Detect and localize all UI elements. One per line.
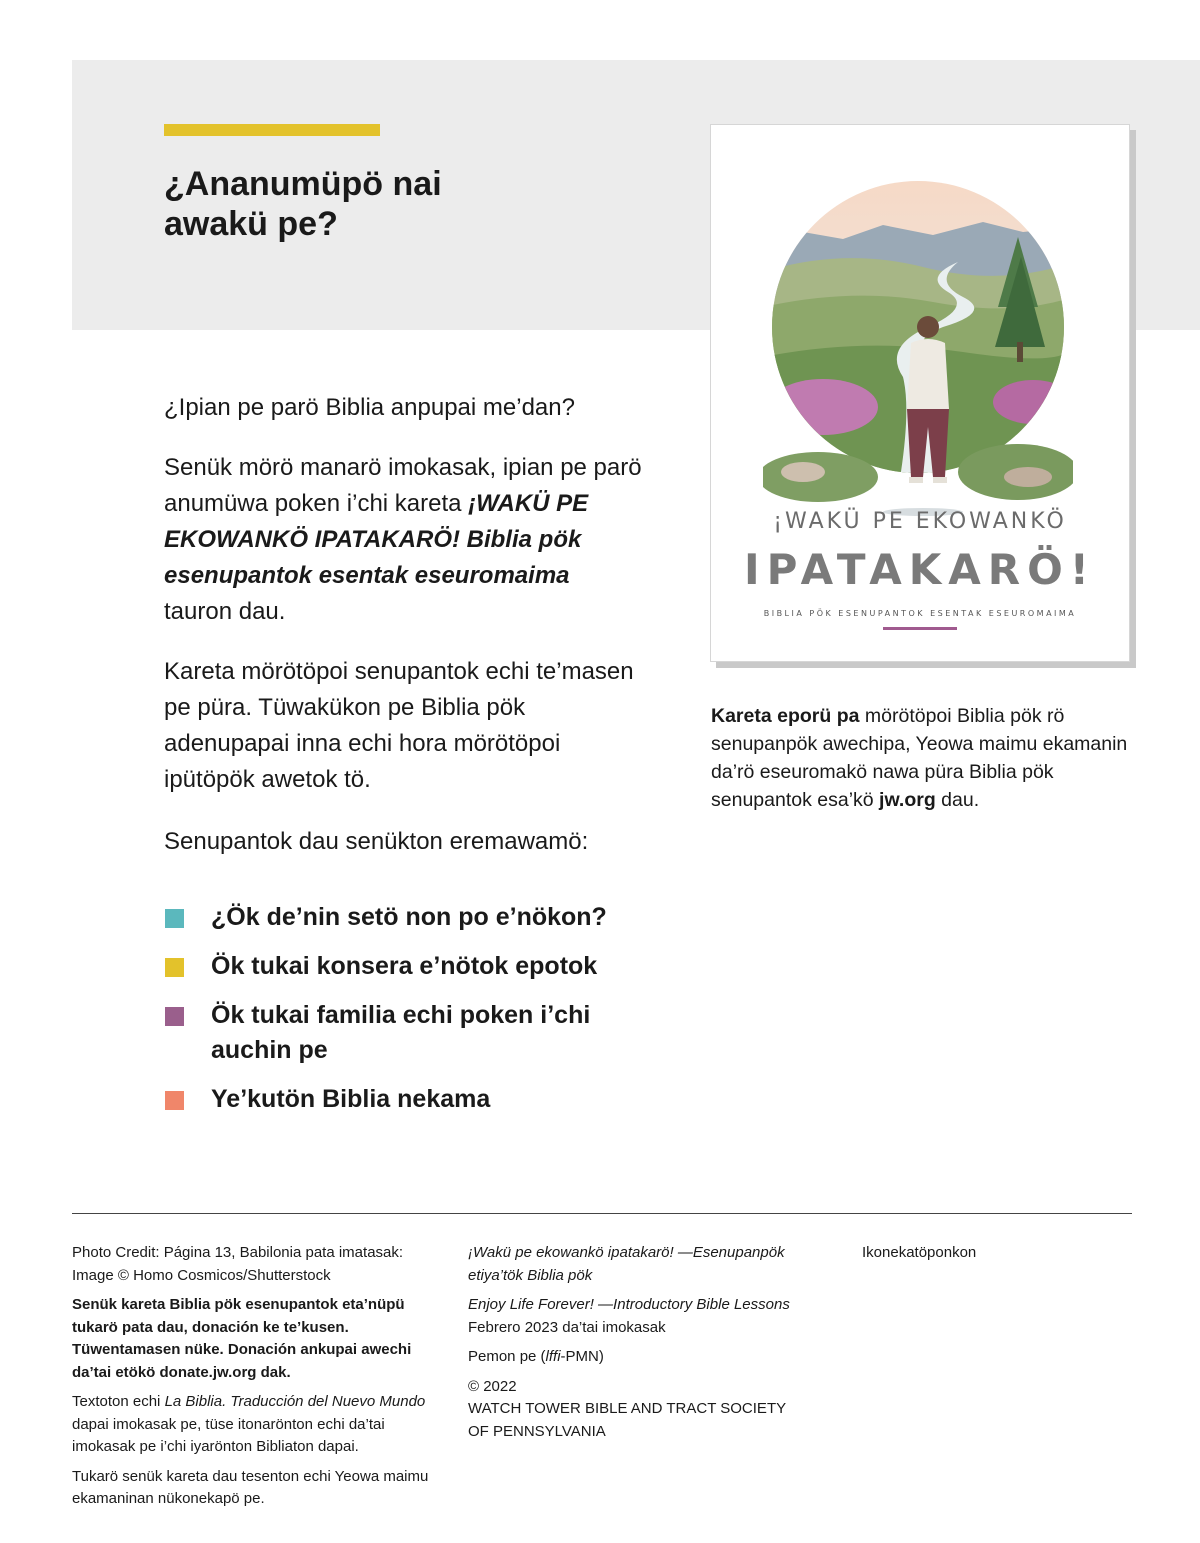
copyright-org: WATCH TOWER BIBLE AND TRACT SOCIETY OF PENNSYLVANIA	[468, 1400, 786, 1440]
footer-label: Ikonekatöponkon	[862, 1244, 977, 1261]
bible-note-start: Textoton echi	[72, 1393, 165, 1410]
publication-title-pemon-text: ¡Wakü pe ekowankö ipatakarö! —Esenupanpök etiya’tök Biblia pök	[468, 1244, 785, 1284]
topic-label: Ye’kutön Biblia nekama	[211, 1085, 491, 1113]
bible-note	[72, 1391, 437, 1459]
description-paragraph: Kareta mörötöpoi senupantok echi te’masen pe püra. Tüwakükon pe Biblia pök adenupapai inna echi hora mörötöpoi ipütöpök awetok tö.	[164, 658, 634, 793]
language-code: lffi	[545, 1348, 561, 1365]
photo-credit: Photo Credit: Página 13, Babilonia pata imatasak: Image © Homo Cosmicos/Shutterstock	[72, 1244, 404, 1284]
cover-caption	[711, 702, 1151, 814]
topic-item	[164, 900, 644, 935]
topics-intro: Senupantok dau senükton eremawamö:	[164, 828, 589, 855]
intro-paragraph-start: Senük mörö manarö imokasak, ipian pe parö anumüwa poken i’chi kareta	[164, 454, 642, 517]
topic-label: Ök tukai familia echi poken i’chi auchin pe	[211, 1001, 591, 1064]
topic-list	[164, 900, 644, 1131]
bible-note-title: La Biblia. Traducción del Nuevo Mundo	[164, 1393, 426, 1410]
topic-item	[164, 998, 644, 1068]
intro-paragraph	[164, 450, 644, 630]
language-line	[468, 1346, 808, 1369]
topic-label: ¿Ök de’nin setö non po e’nökon?	[211, 903, 607, 931]
cover-title-line1: ¡WAKÜ PE EKOWANKÖ	[773, 509, 1067, 534]
page-title	[164, 164, 584, 244]
purple-square-icon	[165, 1007, 184, 1026]
cover-subtitle: BIBLIA PÖK ESENUPANTOK ESENTAK ESEUROMAIMA	[763, 609, 1077, 618]
publication-title-pemon	[468, 1242, 808, 1287]
page-title-line2: awakü pe?	[164, 205, 338, 243]
language-start: Pemon pe (	[468, 1348, 546, 1365]
publication-title-english: Enjoy Life Forever! —Introductory Bible Lessons	[468, 1296, 790, 1313]
publisher-note: Tukarö senük kareta dau tesenton echi Yeowa maimu ekamaninan nükonekapö pe.	[72, 1467, 429, 1507]
language-end: -PMN)	[560, 1348, 604, 1365]
teal-square-icon	[165, 909, 184, 928]
yellow-square-icon	[165, 958, 184, 977]
donation-note: Senük kareta Biblia pök esenupantok eta’nüpü tukarö pata dau, donación ke te’kusen. Tüwentamasen nüke. Donación ankupai awechi da’tai etökö donate.jw.org dak.	[72, 1296, 412, 1381]
topic-item	[164, 949, 644, 984]
publication-info	[468, 1294, 808, 1339]
brochure-title: ¡WAKÜ PE EKOWANKÖ IPATAKARÖ! Biblia pök esenupantok esentak eseuromaima	[164, 490, 589, 589]
footer-column-publication	[468, 1242, 808, 1450]
topic-item	[164, 1082, 644, 1117]
footer-column-credits	[72, 1242, 437, 1518]
accent-bar	[164, 124, 380, 136]
footer-column-label	[862, 1242, 1062, 1272]
coral-square-icon	[165, 1091, 184, 1110]
cover-divider	[883, 627, 957, 630]
brochure-cover	[710, 124, 1130, 662]
intro-question: ¿Ipian pe parö Biblia anpupai me’dan?	[164, 394, 575, 421]
caption-bold: Kareta eporü pa	[711, 705, 860, 727]
footer-divider	[72, 1213, 1132, 1214]
cover-title-line2: IPATAKARÖ!	[744, 545, 1096, 594]
intro-paragraph-end: tauron dau.	[164, 598, 286, 625]
topic-label: Ök tukai konsera e’nötok epotok	[211, 952, 598, 980]
man-walking-on-path-landscape-image	[763, 177, 1073, 517]
publication-date: Febrero 2023 da’tai imokasak	[468, 1318, 666, 1336]
bible-note-end: dapai imokasak pe, tüse itonarönton echi da’tai imokasak pe i’chi iyarönton Bibliaton dapai.	[72, 1415, 385, 1455]
copyright-year: © 2022	[468, 1377, 517, 1395]
caption-link[interactable]: jw.org	[879, 789, 936, 811]
caption-text: mörötöpoi Biblia pök rö senupanpök awechipa, Yeowa maimu ekamanin da’rö eseuromakö nawa püra Biblia pök senupantok esa’kö	[711, 705, 1128, 811]
page-title-line1: ¿Ananumüpö nai	[164, 165, 442, 203]
copyright	[468, 1376, 808, 1444]
caption-end: dau.	[935, 789, 980, 811]
